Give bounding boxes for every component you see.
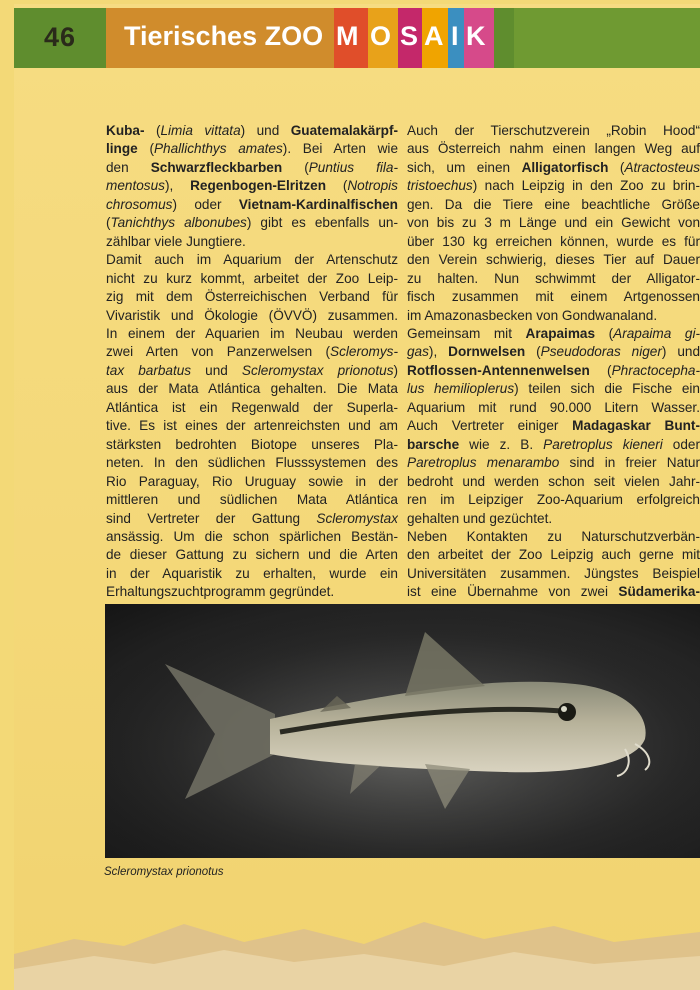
right-column-line: [407, 565, 700, 583]
left-column-line: [106, 491, 398, 509]
left-column-text-run: ) gibt es ebenfalls un-: [246, 215, 398, 231]
left-column-text-run: Notropis: [347, 178, 398, 194]
right-column-text-run: (: [589, 362, 612, 378]
left-column-line: [106, 177, 398, 195]
left-column-line: [106, 233, 398, 251]
left-column-text-run: Erhaltungszuchtprogramm gegründet.: [106, 584, 335, 600]
right-column-text-run: Alligatorfisch: [521, 159, 609, 175]
right-column-text-run: Neben Kontakten zu Naturschutzverbän-: [407, 528, 700, 544]
right-column-text-run: Paretroplus kieneri: [543, 436, 663, 452]
right-column-text-run: Auch der Tierschutzverein „Robin Hood“: [407, 123, 700, 138]
left-column-line: [106, 270, 398, 288]
left-column-line: [106, 454, 398, 472]
left-column-line: [106, 140, 398, 158]
left-column-text-run: Atlántica ist ein Regenwald der Superla-: [106, 399, 398, 415]
left-column-text-run: (: [144, 123, 161, 138]
right-column-text-run: Gemeinsam mit: [407, 325, 526, 341]
fish-photo: [105, 604, 700, 858]
left-column-text-run: ) und: [240, 123, 291, 138]
title-letter-k: K: [466, 21, 486, 51]
right-column-text-run: von bis zu 3 m Länge und ein Gewicht von: [407, 215, 700, 231]
book-page: [14, 4, 700, 990]
left-column-line: [106, 196, 398, 214]
left-column-line: [106, 528, 398, 546]
right-column-text-run: über 130 kg erreichen können, wurde es für: [407, 233, 700, 249]
right-column-text-run: tristoechus: [407, 178, 473, 194]
right-column-text-run: oder: [662, 436, 700, 452]
right-column-text-run: Pseudodoras niger: [540, 344, 662, 360]
right-column-line: [407, 510, 700, 528]
right-column-line: [407, 473, 700, 491]
left-column-line: [106, 325, 398, 343]
left-column-text-run: de dieser Gattung zu sichern und die Arten: [106, 547, 398, 563]
left-column-text-run: Rio Paraguay, Rio Uruguay sowie in der: [106, 473, 398, 489]
left-column-line: [106, 473, 398, 491]
right-column-text-run: (: [525, 344, 541, 360]
right-column-text-run: ) teilen sich die Fische ein: [514, 381, 700, 397]
left-column-text-run: zig mit dem Österreichischen Verband für: [106, 289, 398, 305]
right-column-text-run: sich, um einen: [407, 159, 522, 175]
left-column-text-run: Scleromystax: [316, 510, 398, 526]
left-column-text-run: in der Aquaristik zu erhalten, wurde ein: [106, 565, 398, 581]
left-column-text-run: neten. In den südlichen Flusssystemen des: [106, 455, 398, 471]
right-column-text-run: im Amazonasbecken von Gondwanaland.: [407, 307, 658, 323]
left-column-line: [106, 251, 398, 269]
left-column-text-run: In einem der Aquarien im Neubau werden: [106, 325, 398, 341]
left-column-text-run: Puntius fila-: [308, 159, 398, 175]
left-column-text-run: mittleren und südlichen Mata Atlántica: [106, 492, 398, 508]
left-column-text-run: mentosus: [106, 178, 165, 194]
right-column-text-run: Dornwelsen: [448, 344, 526, 360]
right-column-line: [407, 491, 700, 509]
right-column-line: [407, 214, 700, 232]
right-column-text-run: aus Österreich nahm einen langen Weg auf: [407, 141, 700, 157]
page-title: [124, 21, 323, 52]
right-column-line: [407, 307, 700, 325]
left-column-text-run: linge: [106, 141, 138, 157]
right-column-line: [407, 343, 700, 361]
title-letter-i: I: [451, 21, 459, 51]
right-column-line: [407, 140, 700, 158]
left-column-text-run: und: [191, 362, 242, 378]
left-column-text-run: ). Bei Arten wie: [282, 141, 398, 157]
left-column-text-run: den: [106, 159, 151, 175]
left-column-line: [106, 122, 398, 140]
left-column-text-run: Phallichthys amates: [153, 141, 283, 157]
right-column-text-run: ) nach Leipzig in den Zoo zu brin-: [472, 178, 700, 194]
right-column-line: [407, 417, 700, 435]
left-column-line: [106, 343, 398, 361]
header-band-right: [514, 8, 700, 68]
title-letter-m: M: [336, 21, 359, 51]
right-column-text-run: Phractocepha-: [611, 362, 700, 378]
left-column-text-run: ansässig. Um die schon spärlichen Bestän-: [106, 528, 398, 544]
left-column-line: [106, 307, 398, 325]
right-column-line: [407, 436, 700, 454]
right-column-line: [407, 251, 700, 269]
right-column-text-run: sind in freier Natur: [559, 455, 700, 471]
left-column-line: [106, 380, 398, 398]
right-column-text-run: Südamerika-: [618, 584, 700, 600]
right-column-line: [407, 233, 700, 251]
left-column-text-run: Tanichthys albonubes: [110, 215, 247, 231]
left-column-text-run: stärksten bedrohten Biotope unseres Pla-: [106, 436, 398, 452]
right-column-line: [407, 380, 700, 398]
right-column-text-run: Paretroplus menarambo: [407, 455, 560, 471]
left-text-column: [106, 122, 398, 602]
right-column-line: [407, 528, 700, 546]
right-column-text-run: (: [595, 325, 614, 341]
left-column-text-run: Guatemalakärpf-: [290, 123, 398, 138]
left-column-text-run: Kuba-: [106, 123, 145, 138]
left-column-text-run: aus der Mata Atlántica gehalten. Die Mata: [106, 381, 398, 397]
title-letter-s: S: [400, 21, 419, 51]
left-column-line: [106, 159, 398, 177]
right-column-line: [407, 270, 700, 288]
left-column-text-run: ) oder: [172, 196, 239, 212]
right-column-line: [407, 288, 700, 306]
left-column-text-run: Damit auch im Aquarium der Artenschutz: [106, 252, 398, 268]
title-letter-o: O: [370, 21, 392, 51]
left-column-text-run: ),: [164, 178, 191, 194]
left-column-text-run: (: [326, 178, 348, 194]
right-column-text-run: ) und: [661, 344, 700, 360]
left-column-text-run: (: [282, 159, 309, 175]
right-column-line: [407, 177, 700, 195]
photo-caption: Scleromystax prionotus: [104, 866, 224, 878]
left-column-text-run: tive. Es ist eines der artenreichsten und am: [106, 418, 398, 434]
left-column-line: [106, 399, 398, 417]
right-column-text-run: Auch Vertreter einiger: [407, 418, 573, 434]
left-column-text-run: Vietnam-Kardinalfischen: [238, 196, 398, 212]
left-column-text-run: Schwarzfleckbarben: [150, 159, 283, 175]
right-column-text-run: ist eine Übernahme von zwei: [407, 584, 619, 600]
right-column-text-run: gas: [407, 344, 429, 360]
left-column-text-run: zählbar viele Jungtiere.: [106, 233, 246, 249]
right-column-text-run: bedroht und werden schon seit vielen Jahr-: [407, 473, 700, 489]
right-column-text-run: den Verein schwierig, dieses Tier auf Dauer: [407, 252, 700, 268]
left-column-text-run: Regenbogen-Elritzen: [190, 178, 327, 194]
right-column-text-run: gen. Da die Tiere eine beachtliche Größe: [407, 196, 700, 212]
right-column-text-run: (: [608, 159, 625, 175]
right-column-text-run: Madagaskar Bunt-: [572, 418, 700, 434]
left-column-text-run: (: [137, 141, 154, 157]
right-column-text-run: wie z. B.: [459, 436, 544, 452]
right-column-text-run: den arbeitet der Zoo Leipzig auch gerne mit: [407, 547, 700, 563]
left-column-text-run: sind Vertreter der Gattung: [106, 510, 317, 526]
left-column-text-run: ): [393, 362, 398, 378]
left-column-line: [106, 417, 398, 435]
left-column-text-run: zwei Arten von Panzerwelsen (: [106, 344, 331, 360]
left-column-text-run: tax barbatus: [106, 362, 192, 378]
right-column-line: [407, 159, 700, 177]
right-column-line: [407, 362, 700, 380]
right-column-line: [407, 546, 700, 564]
right-column-line: [407, 399, 700, 417]
right-column-line: [407, 583, 700, 601]
right-column-text-run: Rotflossen-Antennenwelsen: [407, 362, 590, 378]
left-column-line: [106, 565, 398, 583]
catfish-illustration: [105, 604, 700, 858]
left-column-text-run: nicht zu kurz kommt, arbeitet der Zoo Leip-: [106, 270, 398, 286]
left-column-text-run: Vivaristik und Ökologie (ÖVVÖ) zusammen.: [106, 307, 398, 323]
right-column-text-run: zu halten. Nun schwimmt der Alligator-: [407, 270, 700, 286]
left-column-line: [106, 546, 398, 564]
left-column-line: [106, 214, 398, 232]
left-column-text-run: (: [106, 215, 111, 231]
right-column-text-run: gehalten und gezüchtet.: [407, 510, 553, 526]
left-column-line: [106, 583, 398, 601]
left-column-text-run: chrosomus: [106, 196, 173, 212]
left-column-line: [106, 362, 398, 380]
title-letter-a: A: [424, 21, 444, 51]
right-column-line: [407, 454, 700, 472]
title-zoo: ZOO: [264, 21, 324, 51]
right-column-text-run: ),: [428, 344, 449, 360]
right-column-text-run: barsche: [407, 436, 460, 452]
left-column-line: [106, 510, 398, 528]
left-column-text-run: Scleromys-: [330, 344, 398, 360]
right-column-line: [407, 122, 700, 140]
left-column-line: [106, 288, 398, 306]
left-column-line: [106, 436, 398, 454]
right-text-column: [407, 122, 700, 602]
right-column-text-run: lus hemilioplerus: [407, 381, 515, 397]
right-column-text-run: Atractosteus: [624, 159, 700, 175]
right-column-line: [407, 325, 700, 343]
right-column-text-run: Arapaima gi-: [613, 325, 700, 341]
right-column-text-run: Arapaimas: [525, 325, 596, 341]
left-column-text-run: Limia vittata: [160, 123, 241, 138]
left-column-text-run: Scleromystax prionotus: [241, 362, 394, 378]
right-column-line: [407, 196, 700, 214]
right-column-text-run: Aquarium mit rund 90.000 Litern Wasser.: [407, 399, 700, 415]
right-column-text-run: ren im Leipziger Zoo-Aquarium erfolgreich: [407, 492, 700, 508]
right-column-text-run: fisch zusammen mit einem Artgenossen: [407, 289, 700, 305]
right-column-text-run: Universitäten zusammen. Jüngstes Beispiel: [407, 565, 700, 581]
page-number: 46: [44, 22, 77, 52]
title-prefix: Tierisches: [124, 21, 258, 51]
mountain-decoration: [14, 884, 700, 990]
